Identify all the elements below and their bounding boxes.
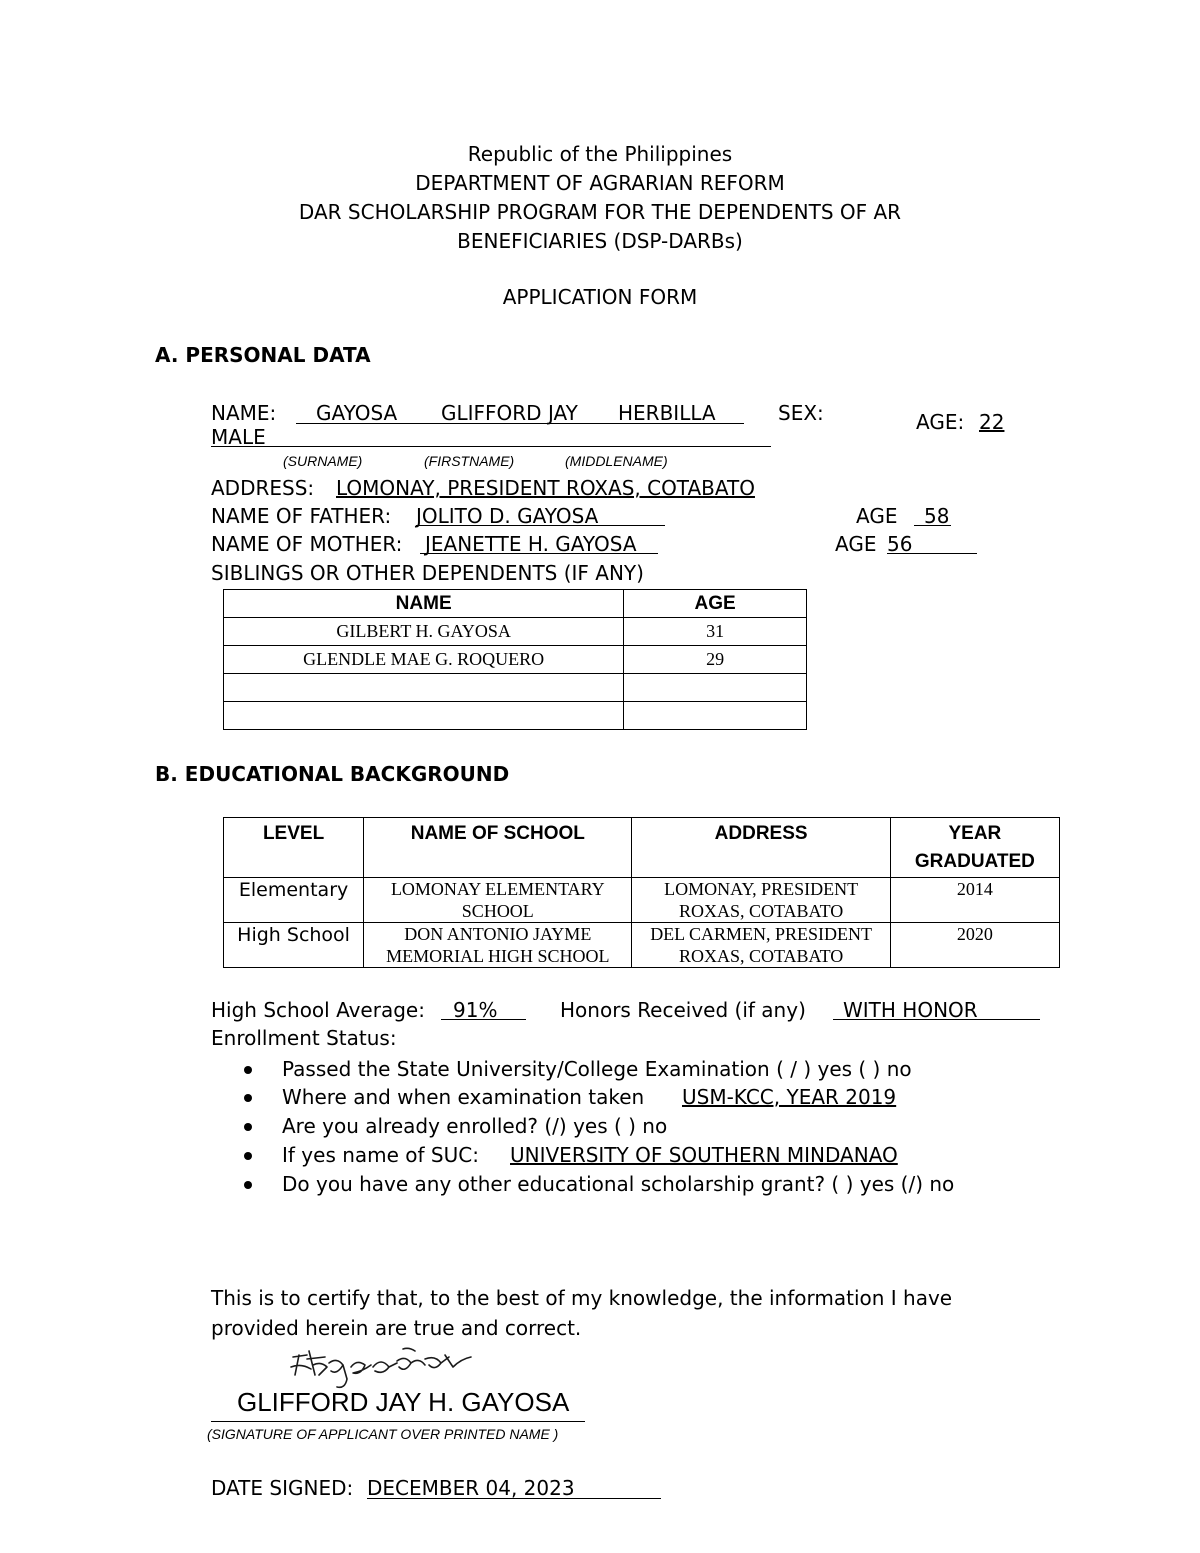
sibling-name [224, 674, 624, 702]
father-value: JOLITO D. GAYOSA [416, 504, 599, 528]
question-suc-value: UNIVERSITY OF SOUTHERN MINDANAO [510, 1143, 898, 1167]
section-a-title: A. PERSONAL DATA [155, 343, 371, 367]
siblings-label: SIBLINGS OR OTHER DEPENDENTS (IF ANY) [211, 561, 644, 585]
printed-name: GLIFFORD JAY H. GAYOSA [237, 1387, 570, 1417]
question-suc-label: If yes name of SUC: [282, 1143, 479, 1167]
hs-average-value: 91% [453, 998, 498, 1022]
siblings-header-name: NAME [224, 590, 624, 618]
siblings-header-age: AGE [624, 590, 807, 618]
date-value: DECEMBER 04, 2023 [367, 1476, 575, 1500]
mother-label: NAME OF MOTHER: [211, 532, 403, 556]
certification-line1: This is to certify that, to the best of my knowledge, the information I have [211, 1286, 953, 1310]
edu-address-line2: ROXAS, COTABATO [678, 901, 844, 921]
edu-school-line2: MEMORIAL HIGH SCHOOL [386, 946, 610, 966]
surname-caption: (SURNAME) [283, 453, 363, 469]
age-value: 22 [979, 410, 1005, 434]
question-exam-where-label: Where and when examination taken [282, 1085, 645, 1109]
edu-school [364, 878, 632, 923]
date-label: DATE SIGNED: [211, 1476, 354, 1500]
edu-level: Elementary [224, 878, 364, 923]
mother-age-value: 56 [887, 532, 913, 556]
sibling-name: GLENDLE MAE G. ROQUERO [224, 646, 624, 674]
edu-header-address: ADDRESS [632, 818, 890, 878]
sex-underline [211, 446, 771, 447]
question-other-grant: Do you have any other educational scholarship grant? ( ) yes (/) no [282, 1172, 955, 1196]
signature-caption: (SIGNATURE OF APPLICANT OVER PRINTED NAME ) [207, 1426, 559, 1442]
bullet-icon [244, 1094, 252, 1102]
signature-line [211, 1421, 585, 1422]
father-underline [416, 525, 665, 526]
table-row [224, 878, 1060, 923]
table-row [224, 646, 807, 674]
mother-underline [420, 553, 658, 554]
mother-value: JEANETTE H. GAYOSA [425, 532, 637, 556]
bullet-icon [244, 1123, 252, 1131]
edu-address [632, 878, 890, 923]
edu-header-year-line1: YEAR [948, 823, 1002, 844]
edu-address [632, 923, 890, 968]
father-label: NAME OF FATHER: [211, 504, 392, 528]
honors-underline [833, 1019, 1040, 1020]
sibling-name: GILBERT H. GAYOSA [224, 618, 624, 646]
firstname-value: GLIFFORD JAY [441, 401, 578, 425]
education-table [223, 817, 1060, 968]
header-republic: Republic of the Philippines [467, 142, 733, 166]
sibling-age [624, 674, 807, 702]
header-beneficiaries: BENEFICIARIES (DSP-DARBs) [457, 229, 743, 253]
edu-school-line1: LOMONAY ELEMENTARY [390, 879, 605, 899]
surname-value: GAYOSA [316, 401, 398, 425]
hs-average-underline [441, 1019, 526, 1020]
sex-value: MALE [211, 425, 266, 449]
name-label: NAME: [211, 401, 277, 425]
table-row [224, 702, 807, 730]
form-title: APPLICATION FORM [502, 285, 698, 309]
header-department: DEPARTMENT OF AGRARIAN REFORM [415, 171, 785, 195]
address-value: LOMONAY, PRESIDENT ROXAS, COTABATO [336, 476, 755, 500]
name-underline [296, 423, 744, 424]
table-row [224, 618, 807, 646]
honors-label: Honors Received (if any) [560, 998, 806, 1022]
sibling-name [224, 702, 624, 730]
table-row [224, 923, 1060, 968]
edu-address-line1: DEL CARMEN, PRESIDENT [650, 924, 873, 944]
table-row [224, 674, 807, 702]
address-label: ADDRESS: [211, 476, 315, 500]
edu-year: 2020 [890, 923, 1059, 968]
middlename-value: HERBILLA [618, 401, 716, 425]
question-enrolled: Are you already enrolled? (/) yes ( ) no [282, 1114, 668, 1138]
edu-header-school: NAME OF SCHOOL [364, 818, 632, 878]
sibling-age: 29 [624, 646, 807, 674]
edu-address-line1: LOMONAY, PRESIDENT [664, 879, 859, 899]
question-exam-passed: Passed the State University/College Examination ( / ) yes ( ) no [282, 1057, 912, 1081]
father-age-label: AGE [856, 504, 898, 528]
section-b-title: B. EDUCATIONAL BACKGROUND [155, 762, 510, 786]
header-program: DAR SCHOLARSHIP PROGRAM FOR THE DEPENDENTS OF AR [298, 200, 902, 224]
firstname-caption: (FIRSTNAME) [424, 453, 515, 469]
bullet-icon [244, 1152, 252, 1160]
sibling-age [624, 702, 807, 730]
edu-school [364, 923, 632, 968]
hs-average-label: High School Average: [211, 998, 425, 1022]
sibling-age: 31 [624, 618, 807, 646]
edu-header-level: LEVEL [224, 818, 364, 878]
edu-address-line2: ROXAS, COTABATO [678, 946, 844, 966]
certification-line2: provided herein are true and correct. [211, 1316, 582, 1340]
middlename-caption: (MIDDLENAME) [565, 453, 668, 469]
mother-age-label: AGE [835, 532, 877, 556]
age-label: AGE: [916, 410, 965, 434]
bullet-icon [244, 1181, 252, 1189]
bullet-icon [244, 1066, 252, 1074]
siblings-table [223, 589, 807, 730]
edu-year: 2014 [890, 878, 1059, 923]
honors-value: WITH HONOR [843, 998, 978, 1022]
edu-school-line2: SCHOOL [461, 901, 534, 921]
edu-school-line1: DON ANTONIO JAYME [404, 924, 592, 944]
mother-age-underline [887, 553, 977, 554]
enrollment-label: Enrollment Status: [211, 1026, 397, 1050]
edu-level: High School [224, 923, 364, 968]
father-age-underline [914, 525, 951, 526]
father-age-value: 58 [924, 504, 950, 528]
edu-header-year-line2: GRADUATED [914, 851, 1035, 872]
date-underline [367, 1498, 661, 1499]
sex-label: SEX: [778, 401, 824, 425]
question-exam-where-value: USM-KCC, YEAR 2019 [682, 1085, 897, 1109]
edu-header-year [890, 818, 1059, 878]
